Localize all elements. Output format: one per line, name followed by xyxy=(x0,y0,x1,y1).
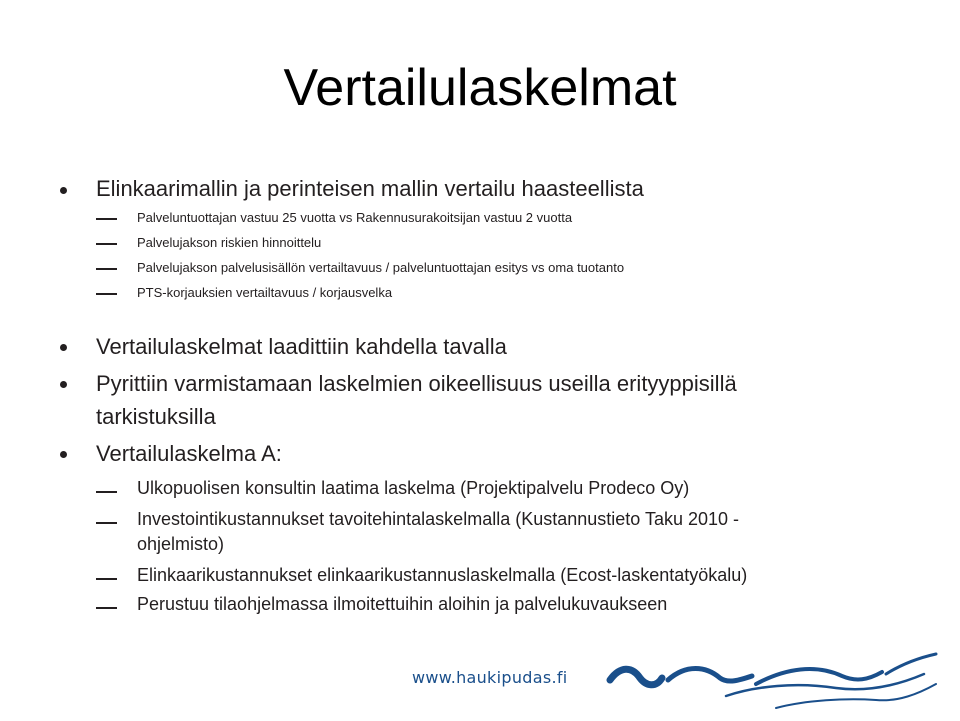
dash-icon xyxy=(96,293,117,295)
bullet-dot xyxy=(60,381,67,388)
dash-icon xyxy=(96,578,117,580)
bullet-text-continued: tarkistuksilla xyxy=(96,404,216,429)
bullet-dot xyxy=(60,451,67,458)
sub-bullet-text: Ulkopuolisen konsultin laatima laskelma (Projektipalvelu Prodeco Oy) xyxy=(137,478,690,498)
sub-bullet-text: Palvelujakson palvelusisällön vertailtavuus / palveluntuottajan esitys vs oma tuotanto xyxy=(137,260,625,275)
bullet-text: Pyrittiin varmistamaan laskelmien oikeellisuus useilla erityyppisillä xyxy=(96,371,737,396)
dash-icon xyxy=(96,218,117,220)
sub-bullet-text: Palvelujakson riskien hinnoittelu xyxy=(137,235,322,250)
sub-bullet-text-continued: ohjelmisto) xyxy=(137,534,225,554)
dash-icon xyxy=(96,268,117,270)
dash-icon xyxy=(96,607,117,609)
dash-icon xyxy=(96,522,117,524)
bullet-text: Vertailulaskelma A: xyxy=(96,441,282,466)
bullet-dot xyxy=(60,187,67,194)
haukipudas-logo-icon xyxy=(606,650,942,716)
sub-bullet-text: Perustuu tilaohjelmassa ilmoitettuihin aloihin ja palvelukuvaukseen xyxy=(137,594,668,614)
sub-bullet-text: PTS-korjauksien vertailtavuus / korjausvelka xyxy=(137,285,393,300)
sub-bullet-text: Elinkaarikustannukset elinkaarikustannuslaskelmalla (Ecost-laskentatyökalu) xyxy=(137,565,748,585)
bullet-dot xyxy=(60,344,67,351)
sub-bullet-text: Palveluntuottajan vastuu 25 vuotta vs Rakennusurakoitsijan vastuu 2 vuotta xyxy=(137,210,573,225)
bullet-text: Vertailulaskelmat laadittiin kahdella tavalla xyxy=(96,334,507,359)
slide-title: Vertailulaskelmat xyxy=(283,59,677,117)
sub-bullet-text: Investointikustannukset tavoitehintalaskelmalla (Kustannustieto Taku 2010 - xyxy=(137,509,740,529)
dash-icon xyxy=(96,243,117,245)
dash-icon xyxy=(96,491,117,493)
bullet-text: Elinkaarimallin ja perinteisen mallin vertailu haasteellista xyxy=(96,176,644,201)
footer-url: www.haukipudas.fi xyxy=(412,668,568,687)
